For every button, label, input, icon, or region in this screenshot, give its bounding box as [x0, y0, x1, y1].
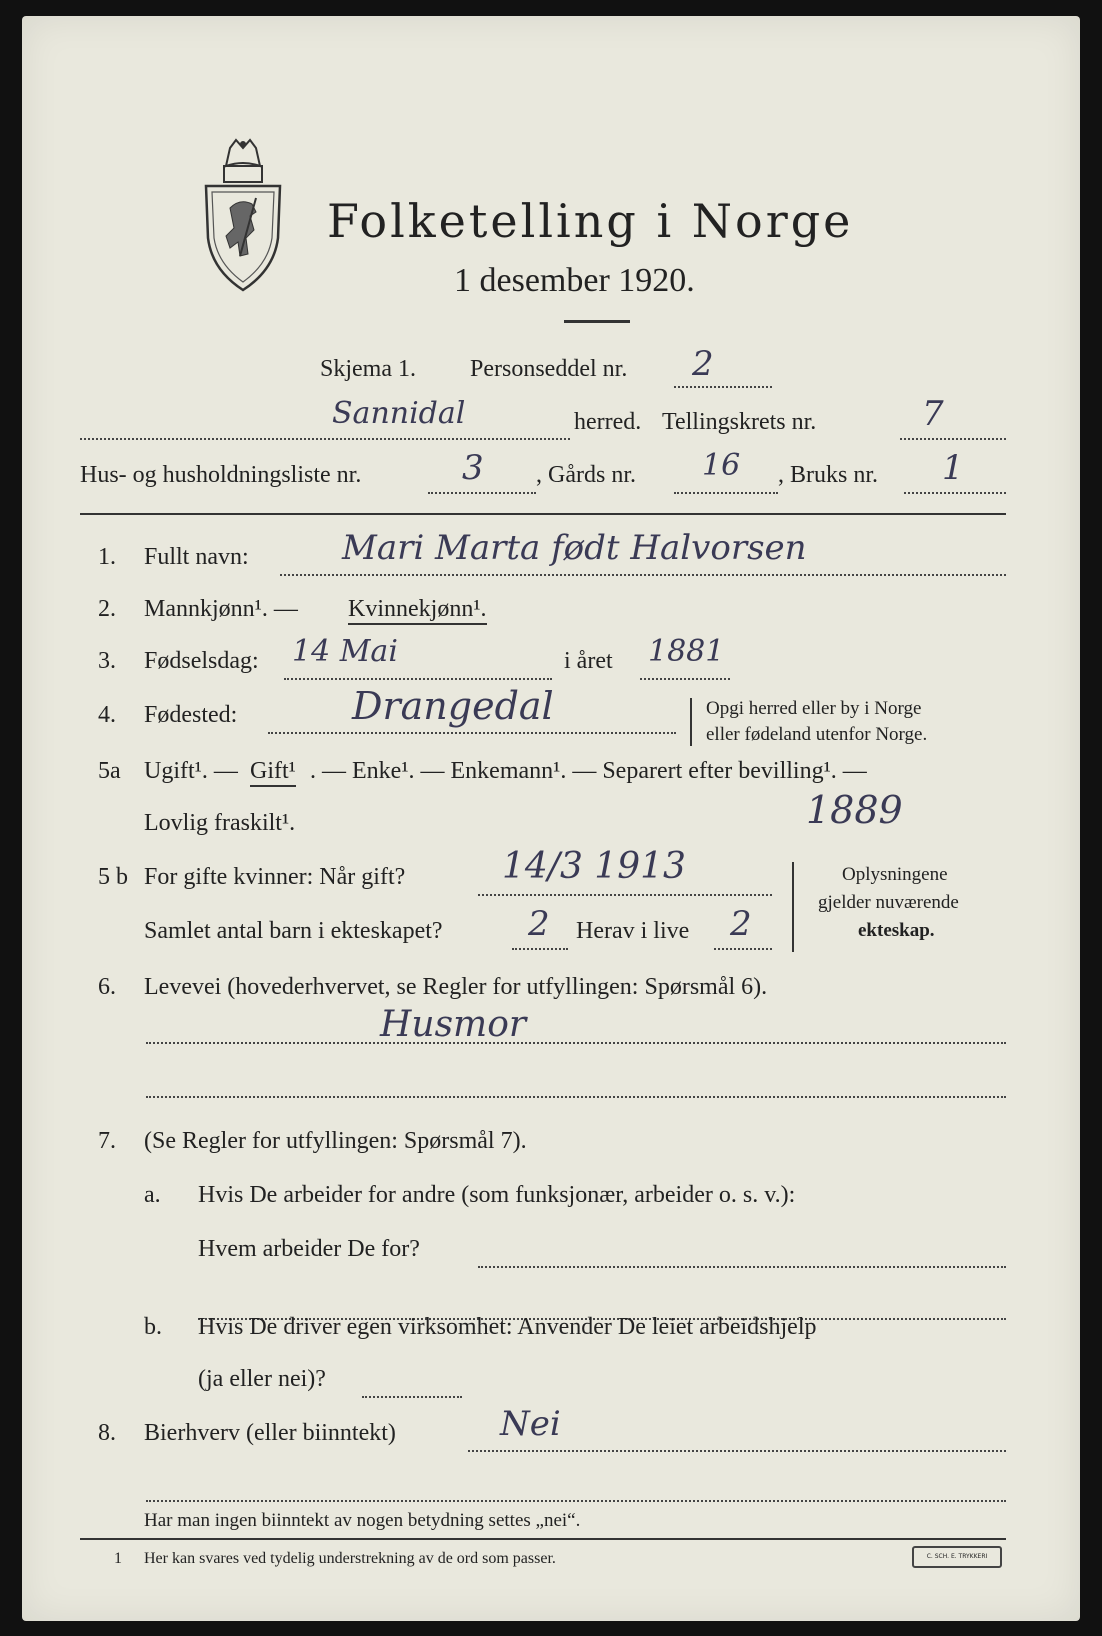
q5b-alive-value[interactable]: 2: [730, 904, 752, 944]
form-title: Folketelling i Norge: [327, 194, 854, 248]
q3-number: 3.: [98, 648, 116, 674]
herred-field-line: [80, 438, 570, 440]
census-form-page: [22, 16, 1080, 1621]
q5b-alive-label: Herav i live: [576, 918, 690, 944]
q5a-text-gift: Gift¹: [250, 758, 296, 787]
q7-number: 7.: [98, 1128, 116, 1154]
q5b-children-value[interactable]: 2: [528, 904, 550, 944]
q5b-note-brace: [792, 862, 794, 952]
personseddel-field-line: [674, 386, 772, 388]
bruks-label: , Bruks nr.: [778, 462, 879, 488]
footnote-text: Her kan svares ved tydelig understrekning av de ord som passer.: [144, 1550, 556, 1567]
schema-label: Skjema 1.: [320, 356, 416, 382]
q1-value[interactable]: Mari Marta født Halvorsen: [342, 528, 807, 568]
q3-label: Fødselsdag:: [144, 648, 259, 674]
q8-number: 8.: [98, 1420, 116, 1446]
q4-note-line2: eller fødeland utenfor Norge.: [706, 724, 928, 745]
footnote-rule: [80, 1538, 1006, 1540]
q4-field-line: [268, 732, 676, 734]
herred-label: herred.: [574, 409, 642, 435]
q6-value[interactable]: Husmor: [380, 1004, 527, 1045]
q5a-number: 5a: [98, 758, 121, 784]
q3-year-label: i året: [564, 648, 613, 674]
q6-field-line-1: [146, 1042, 1006, 1044]
q6-label: Levevei (hovederhvervet, se Regler for utfyllingen: Spørsmål 6).: [144, 974, 768, 1000]
q4-label: Fødested:: [144, 702, 238, 728]
q5b-note-line1: Oplysningene: [842, 864, 948, 885]
q5a-annotation: 1889: [806, 788, 903, 832]
q8-label: Bierhverv (eller biinntekt): [144, 1420, 396, 1446]
title-divider: [564, 320, 630, 323]
q7b-letter: b.: [144, 1314, 162, 1340]
q5b-note-line3: ekteskap.: [858, 920, 935, 941]
q7b-field-line[interactable]: [362, 1396, 462, 1398]
q4-note-line1: Opgi herred eller by i Norge: [706, 698, 922, 719]
q6-number: 6.: [98, 974, 116, 1000]
gards-value[interactable]: 16: [702, 448, 741, 483]
q6-field-line-2: [146, 1096, 1006, 1098]
gards-label: , Gårds nr.: [536, 462, 636, 488]
bruks-value[interactable]: 1: [942, 448, 964, 488]
gards-field-line: [674, 492, 778, 494]
q2-number: 2.: [98, 596, 116, 622]
footnote-mark: 1: [114, 1550, 122, 1567]
q7a-label-line1: Hvis De arbeider for andre (som funksjonær, arbeider o. s. v.):: [198, 1182, 796, 1208]
bruks-field-line: [904, 492, 1006, 494]
tellingskrets-value[interactable]: 7: [922, 394, 944, 434]
q5b-married-when-value[interactable]: 14/3 1913: [502, 846, 686, 887]
q5b-married-when-label: For gifte kvinner: Når gift?: [144, 864, 406, 890]
q7a-letter: a.: [144, 1182, 161, 1208]
printer-stamp: C. SCH. E. TRYKKERI: [912, 1546, 1002, 1568]
q7b-label-line2: (ja eller nei)?: [198, 1366, 326, 1392]
q7a-field-line-1[interactable]: [478, 1266, 1006, 1268]
q4-value[interactable]: Drangedal: [352, 684, 554, 728]
norwegian-coat-of-arms-icon: [200, 138, 286, 294]
q7-label: (Se Regler for utfyllingen: Spørsmål 7).: [144, 1128, 527, 1154]
q3-year-field-line: [640, 678, 730, 680]
q7a-label-line2: Hvem arbeider De for?: [198, 1236, 420, 1262]
q5b-children-field-line: [512, 948, 568, 950]
herred-value[interactable]: Sannidal: [332, 396, 466, 431]
census-date: 1 desember 1920.: [454, 262, 695, 299]
q4-note-brace: [690, 698, 692, 746]
personseddel-value[interactable]: 2: [692, 344, 714, 384]
q3-value[interactable]: 14 Mai: [292, 634, 398, 669]
q5b-alive-field-line: [714, 948, 772, 950]
q5b-note-line2: gjelder nuværende: [818, 892, 959, 913]
hus-value[interactable]: 3: [462, 448, 484, 488]
hus-field-line: [428, 492, 536, 494]
q7b-label-line1: Hvis De driver egen virksomhet: Anvender De leiet arbeidshjelp: [198, 1314, 817, 1340]
q5b-children-label: Samlet antal barn i ekteskapet?: [144, 918, 443, 944]
header-rule: [80, 513, 1006, 515]
q5b-number: 5 b: [98, 864, 128, 890]
q8-field-line-1: [468, 1450, 1006, 1452]
q1-field-line: [280, 574, 1006, 576]
q2-label-female: Kvinnekjønn¹.: [348, 596, 487, 625]
hus-label: Hus- og husholdningsliste nr.: [80, 462, 362, 488]
tellingskrets-label: Tellingskrets nr.: [662, 409, 817, 435]
q3-year-value[interactable]: 1881: [648, 634, 725, 669]
q1-number: 1.: [98, 544, 116, 570]
q3-field-line: [284, 678, 552, 680]
q5a-text-rest: . — Enke¹. — Enkemann¹. — Separert efter bevilling¹. —: [310, 758, 867, 784]
q5a-text-ugift: Ugift¹. —: [144, 758, 238, 784]
q8-field-line-2[interactable]: [146, 1500, 1006, 1502]
q5b-married-when-field-line: [478, 894, 772, 896]
personseddel-label: Personseddel nr.: [470, 356, 628, 382]
q8-value[interactable]: Nei: [500, 1404, 561, 1444]
q1-label: Fullt navn:: [144, 544, 249, 570]
q8-note: Har man ingen biinntekt av nogen betydning settes „nei“.: [144, 1510, 581, 1531]
tellingskrets-field-line: [900, 438, 1006, 440]
q2-label-male: Mannkjønn¹. —: [144, 596, 298, 622]
q5a-text-fraskilt: Lovlig fraskilt¹.: [144, 810, 296, 836]
q4-number: 4.: [98, 702, 116, 728]
